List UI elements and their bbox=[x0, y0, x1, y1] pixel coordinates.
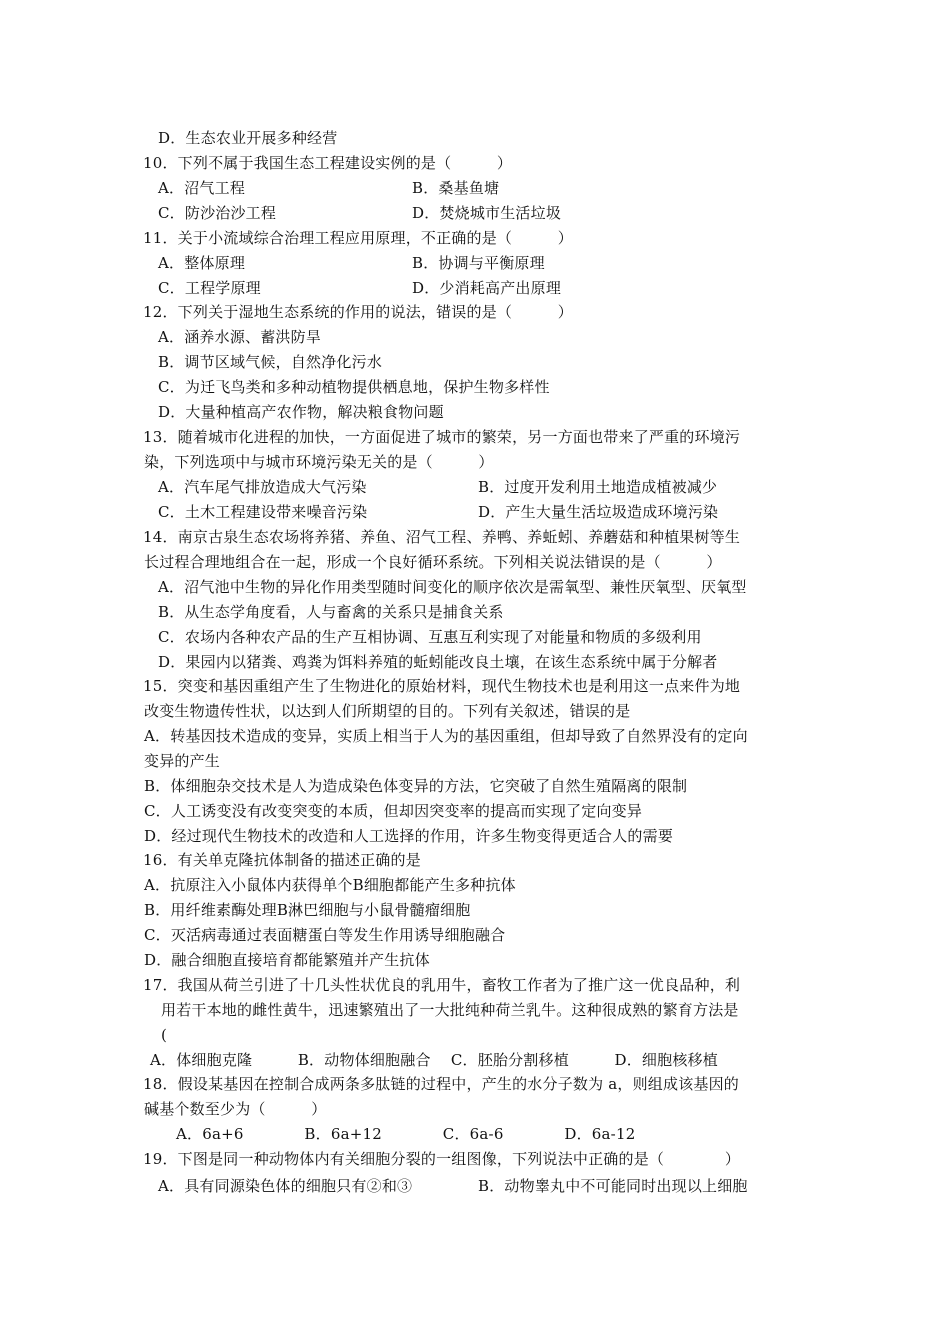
question-16-option-b: B．用纤维素酶处理B淋巴细胞与小鼠骨髓瘤细胞 bbox=[144, 901, 471, 919]
question-15-option-b: B．体细胞杂交技术是人为造成染色体变异的方法，它突破了自然生殖隔离的限制 bbox=[144, 777, 688, 795]
question-14-option-c: C．农场内各种农产品的生产互相协调、互惠互利实现了对能量和物质的多级利用 bbox=[158, 628, 702, 646]
question-15-option-d: D．经过现代生物技术的改造和人工选择的作用，许多生物变得更适合人的需要 bbox=[144, 827, 674, 845]
question-13-stem: 13．随着城市化进程的加快，一方面促进了城市的繁荣，另一方面也带来了严重的环境污 bbox=[143, 428, 741, 446]
question-13-option-d: D．产生大量生活垃圾造成环境污染 bbox=[478, 503, 719, 521]
question-16-option-d: D．融合细胞直接培育都能繁殖并产生抗体 bbox=[144, 951, 430, 969]
question-11-option-c: C．工程学原理 bbox=[158, 279, 261, 297]
question-17-stem: 17．我国从荷兰引进了十几头性状优良的乳用牛，畜牧工作者为了推广这一优良品种，利 bbox=[143, 976, 741, 994]
question-13-option-b: B．过度开发利用土地造成植被减少 bbox=[478, 478, 718, 496]
question-17-stem-cont: 用若干本地的雌性黄牛，迅速繁殖出了一大批纯种荷兰乳牛。这种很成熟的繁育方法是 bbox=[161, 1001, 739, 1019]
question-15-stem-cont: 改变生物遗传性状，以达到人们所期望的目的。下列有关叙述，错误的是 bbox=[144, 702, 631, 720]
question-9-option-d: D．生态农业开展多种经营 bbox=[158, 129, 338, 147]
question-10-option-a: A．沼气工程 bbox=[158, 179, 246, 197]
question-10-stem: 10．下列不属于我国生态工程建设实例的是（ ） bbox=[143, 154, 513, 172]
question-19-option-b: B．动物睾丸中不可能同时出现以上细胞 bbox=[478, 1177, 748, 1195]
question-12-stem: 12．下列关于湿地生态系统的作用的说法，错误的是（ ） bbox=[143, 303, 573, 321]
question-14-option-a: A．沼气池中生物的异化作用类型随时间变化的顺序依次是需氧型、兼性厌氧型、厌氧型 bbox=[158, 578, 747, 596]
question-12-option-a: A．涵养水源、蓄洪防旱 bbox=[158, 328, 322, 346]
question-15-option-c: C．人工诱变没有改变突变的本质，但却因突变率的提高而实现了定向变异 bbox=[144, 802, 643, 820]
question-10-option-b: B．桑基鱼塘 bbox=[412, 179, 500, 197]
question-11-option-d: D．少消耗高产出原理 bbox=[412, 279, 562, 297]
question-19-option-a: A．具有同源染色体的细胞只有②和③ bbox=[158, 1177, 413, 1195]
question-12-option-b: B．调节区域气候，自然净化污水 bbox=[158, 353, 383, 371]
question-15-option-a: A．转基因技术造成的变异，实质上相当于人为的基因重组，但却导致了自然界没有的定向 bbox=[144, 727, 748, 745]
question-14-stem: 14．南京古泉生态农场将养猪、养鱼、沼气工程、养鸭、养蚯蚓、养蘑菇和种植果树等生 bbox=[143, 528, 741, 546]
question-19-stem: 19．下图是同一种动物体内有关细胞分裂的一组图像，下列说法中正确的是（ ） bbox=[143, 1150, 741, 1168]
question-17-paren: ( bbox=[161, 1026, 168, 1044]
question-14-stem-cont: 长过程合理地组合在一起，形成一个良好循环系统。下列相关说法错误的是（ ） bbox=[144, 553, 722, 571]
question-11-stem: 11．关于小流域综合治理工程应用原理，不正确的是（ ） bbox=[143, 229, 573, 247]
question-10-option-c: C．防沙治沙工程 bbox=[158, 204, 277, 222]
question-15-stem: 15．突变和基因重组产生了生物进化的原始材料，现代生物技术也是利用这一点来件为地 bbox=[143, 677, 741, 695]
question-11-option-a: A．整体原理 bbox=[158, 254, 246, 272]
question-14-option-d: D．果园内以猪粪、鸡粪为饵料养殖的蚯蚓能改良土壤，在该生态系统中属于分解者 bbox=[158, 653, 718, 671]
question-13-option-c: C．土木工程建设带来噪音污染 bbox=[158, 503, 368, 521]
question-17-options: A．体细胞克隆 B．动物体细胞融合 C．胚胎分割移植 D．细胞核移植 bbox=[150, 1051, 718, 1069]
question-13-stem-cont: 染，下列选项中与城市环境污染无关的是（ ） bbox=[144, 453, 494, 471]
question-18-stem: 18．假设某基因在控制合成两条多肽链的过程中，产生的水分子数为 a，则组成该基因的 bbox=[143, 1075, 740, 1093]
question-16-stem: 16．有关单克隆抗体制备的描述正确的是 bbox=[143, 851, 421, 869]
question-16-option-a: A．抗原注入小鼠体内获得单个B细胞都能产生多种抗体 bbox=[144, 876, 516, 894]
question-12-option-d: D．大量种植高产农作物，解决粮食物问题 bbox=[158, 403, 444, 421]
question-15-option-a-cont: 变异的产生 bbox=[144, 752, 221, 770]
question-16-option-c: C．灭活病毒通过表面糖蛋白等发生作用诱导细胞融合 bbox=[144, 926, 506, 944]
question-13-option-a: A．汽车尾气排放造成大气污染 bbox=[158, 478, 367, 496]
question-14-option-b: B．从生态学角度看，人与畜禽的关系只是捕食关系 bbox=[158, 603, 504, 621]
question-11-option-b: B．协调与平衡原理 bbox=[412, 254, 545, 272]
question-12-option-c: C．为迁飞鸟类和多种动植物提供栖息地，保护生物多样性 bbox=[158, 378, 550, 396]
question-10-option-d: D．焚烧城市生活垃圾 bbox=[412, 204, 562, 222]
question-18-stem-cont: 碱基个数至少为（ ） bbox=[144, 1100, 327, 1118]
question-18-options: A．6a+6 B．6a+12 C．6a-6 D．6a-12 bbox=[176, 1125, 636, 1143]
